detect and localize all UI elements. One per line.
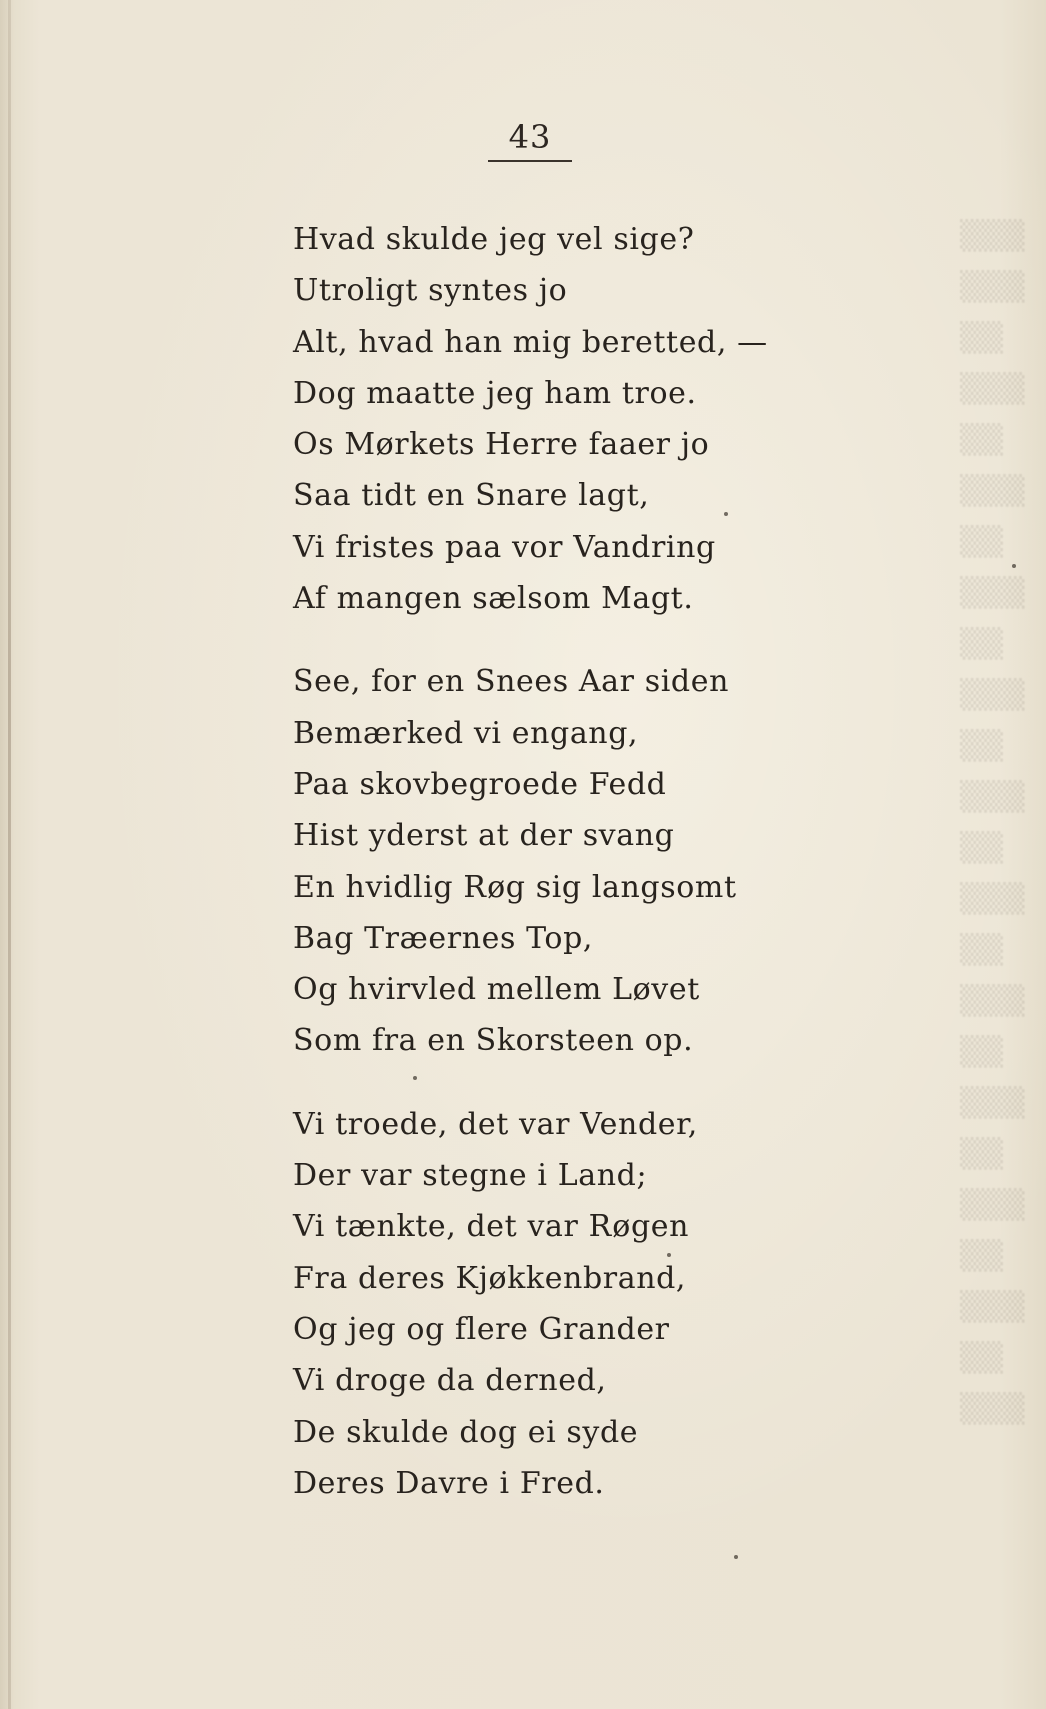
poem xyxy=(293,214,993,1509)
paper-speck xyxy=(1012,564,1016,568)
show-through-text: ▒▒▒ ▒▒▒ ▒▒ ▒▒▒ ▒▒ ▒▒▒ ▒▒ ▒▒▒ ▒▒ ▒▒▒ ▒▒ ▒▒▒ ▒▒ ▒▒▒ ▒▒ ▒▒▒ ▒▒ ▒▒▒ ▒▒ ▒▒▒ ▒▒ ▒▒▒ ▒▒ ▒▒▒ xyxy=(960,219,1025,1425)
poem-line: Deres Davre i Fred. xyxy=(293,1465,605,1501)
paper-speck xyxy=(734,1555,738,1559)
poem-line: En hvidlig Røg sig langsomt xyxy=(293,869,737,905)
poem-line: Dog maatte jeg ham troe. xyxy=(293,375,697,411)
poem-line: Vi fristes paa vor Vandring xyxy=(293,529,716,565)
poem-line: Hist yderst at der svang xyxy=(293,818,675,854)
stanza-3 xyxy=(293,1099,993,1509)
poem-line: Fra deres Kjøkkenbrand, xyxy=(293,1260,687,1296)
poem-line: Vi tænkte, det var Røgen xyxy=(293,1209,690,1245)
stanza-2 xyxy=(293,656,993,1066)
page-number-rule xyxy=(488,160,572,162)
poem-line: De skulde dog ei syde xyxy=(293,1414,639,1450)
page-number: 43 xyxy=(508,118,552,156)
paper-speck xyxy=(413,1076,417,1080)
paper-speck xyxy=(724,512,728,516)
poem-line: Bag Træernes Top, xyxy=(293,920,594,956)
poem-line: Bemærked vi engang, xyxy=(293,715,639,751)
poem-line: Som fra en Skorsteen op. xyxy=(293,1023,694,1059)
binding-gutter xyxy=(8,0,11,1709)
poem-line: Og jeg og flere Grander xyxy=(293,1311,670,1347)
poem-line: Alt, hvad han mig beretted, — xyxy=(293,324,768,360)
poem-line: See, for en Snees Aar siden xyxy=(293,664,729,700)
poem-line: Utroligt syntes jo xyxy=(293,273,568,309)
poem-line: Paa skovbegroede Fedd xyxy=(293,766,667,802)
poem-line: Vi droge da derned, xyxy=(293,1363,607,1399)
poem-line: Vi troede, det var Vender, xyxy=(293,1106,698,1142)
poem-line: Saa tidt en Snare lagt, xyxy=(293,478,650,514)
paper-speck xyxy=(667,1253,671,1257)
poem-line: Af mangen sælsom Magt. xyxy=(293,581,694,617)
poem-line: Hvad skulde jeg vel sige? xyxy=(293,222,695,257)
poem-line: Der var stegne i Land; xyxy=(293,1158,648,1194)
poem-line: Os Mørkets Herre faaer jo xyxy=(293,427,710,463)
stanza-1 xyxy=(293,214,993,624)
poem-line: Og hvirvled mellem Løvet xyxy=(293,972,700,1008)
